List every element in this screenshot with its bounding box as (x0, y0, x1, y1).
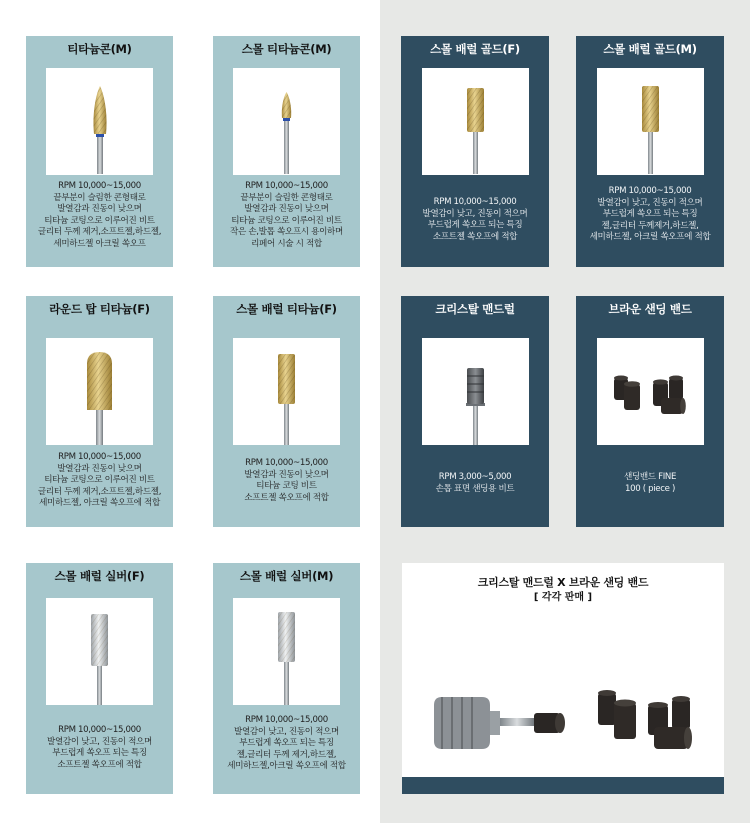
product-description: RPM 3,000~5,000 손톱 표면 샌딩용 비트 (435, 472, 515, 494)
product-card-small-barrel-silver-f[interactable] (26, 563, 173, 794)
product-description: RPM 10,000~15,000 발열감과 진동이 낮으며 티타늄 코팅으로 이루어진 비트 글리터 두께 제거,소프트젤,하드젤, 세미하드젤, 아크릴 쏙오프에 적합 (37, 452, 162, 509)
product-card-titanium-cone-m[interactable] (26, 36, 173, 267)
product-photo (597, 338, 704, 445)
product-title: 라운드 탑 티타늄(F) (49, 302, 150, 316)
product-photo (233, 598, 340, 705)
banner-subtitle: [ 각각 판매 ] (533, 592, 593, 603)
product-photo (422, 338, 529, 445)
round-top-bit-icon (46, 338, 153, 445)
product-title: 스몰 배럴 티타늄(F) (236, 302, 337, 316)
product-description: RPM 10,000~15,000 발열감이 낮고, 진동이 적으며 부드럽게 쏙오프 되는 특징 젤,글리터 두께 제거,하드젤, 세미하드젤,아크릴 쏙오프에 적합 (227, 715, 346, 772)
barrel-bit-icon (233, 598, 340, 705)
barrel-bit-icon (46, 598, 153, 705)
cone-bit-icon (233, 68, 340, 175)
product-card-small-barrel-gold-f[interactable] (401, 36, 549, 267)
sanding-band-icon (597, 338, 704, 445)
product-title: 스몰 배럴 골드(M) (603, 42, 697, 56)
product-photo (46, 598, 153, 705)
barrel-bit-icon (597, 68, 704, 175)
product-description: RPM 10,000~15,000 끝부분이 슬림한 콘형태로 발열감과 진동이 낮으며 티타늄 코팅으로 이루어진 비트 작은 손,발톱 쏙오프시 용이하며 리페어 시술 시 적합 (230, 181, 343, 249)
product-description: RPM 10,000~15,000 발열감이 낮고, 진동이 적으며 부드럽게 쏙오프 되는 특징 소프트젤 쏙오프에 적합 (47, 725, 152, 770)
product-title: 브라운 샌딩 밴드 (608, 302, 692, 316)
product-card-round-top-titanium-f[interactable] (26, 296, 173, 527)
product-photo (233, 338, 340, 445)
mandrel-and-band-icon (402, 623, 724, 773)
product-title: 티타늄콘(M) (67, 42, 132, 56)
product-description: 샌딩밴드 FINE 100 ( piece ) (623, 472, 677, 494)
product-description: RPM 10,000~15,000 발열감이 낮고, 진동이 적으며 부드럽게 쏙오프 되는 특징 소프트젤 쏙오프에 적합 (422, 197, 528, 242)
barrel-bit-icon (422, 68, 529, 175)
product-card-brown-sanding-band[interactable] (576, 296, 724, 527)
banner-footer-bar (402, 777, 724, 794)
product-photo (46, 338, 153, 445)
product-photo (422, 68, 529, 175)
product-photo (46, 68, 153, 175)
product-card-small-barrel-gold-m[interactable] (576, 36, 724, 267)
product-card-small-barrel-silver-m[interactable] (213, 563, 360, 794)
product-title: 스몰 배럴 골드(F) (430, 42, 520, 56)
product-photo (233, 68, 340, 175)
product-photo (597, 68, 704, 175)
banner-title: 크리스탈 맨드럴 X 브라운 샌딩 밴드 (477, 576, 649, 589)
product-title: 스몰 티타늄콘(M) (241, 42, 332, 56)
product-card-small-barrel-titanium-f[interactable] (213, 296, 360, 527)
product-card-crystal-mandrel[interactable] (401, 296, 549, 527)
product-title: 스몰 배럴 실버(M) (239, 569, 334, 583)
product-description: RPM 10,000~15,000 끝부분이 슬림한 콘형태로 발열감과 진동이 낮으며 티타늄 코팅으로 이루어진 비트 글리터 두께 제거,소프트젤,하드젤, 세미하드젤 아크릴 쏙오프 (37, 181, 162, 249)
product-card-small-titanium-cone-m[interactable] (213, 36, 360, 267)
combo-banner[interactable] (402, 563, 724, 794)
barrel-bit-icon (233, 338, 340, 445)
mandrel-icon (422, 338, 529, 445)
product-title: 스몰 배럴 실버(F) (54, 569, 145, 583)
product-title: 크리스탈 맨드럴 (435, 302, 515, 316)
cone-bit-icon (46, 68, 153, 175)
product-description: RPM 10,000~15,000 발열감과 진동이 낮으며 티타늄 코팅 비트 소프트젤 쏙오프에 적합 (244, 458, 329, 503)
product-description: RPM 10,000~15,000 발열감이 낮고, 진동이 적으며 부드럽게 쏙오프 되는 특징 젤,글리터 두께제거,하드젤, 세미하드젤, 아크릴 쏙오프에 적합 (589, 186, 711, 243)
